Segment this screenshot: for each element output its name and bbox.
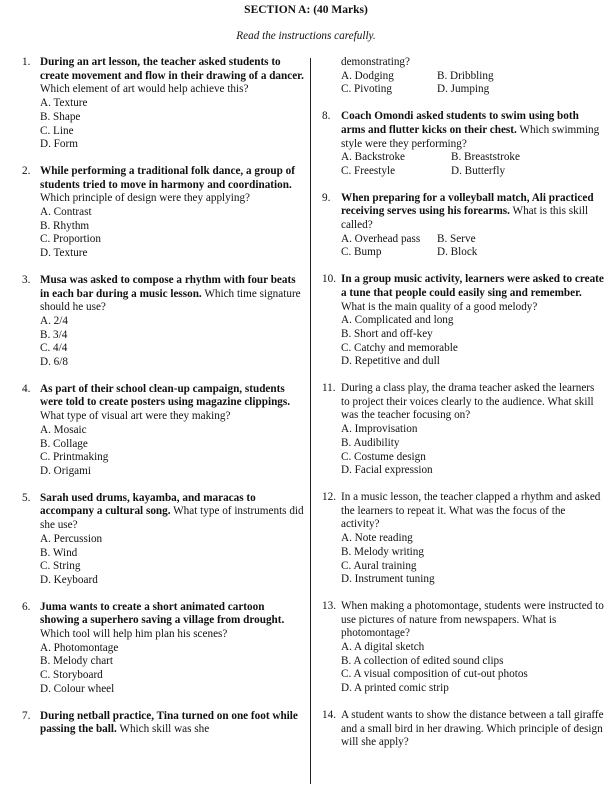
question-13 <box>322 600 606 696</box>
question-text: A student wants to show the distance between a tall giraffe and a small bird in her drawing. Which principle of design will she apply? <box>341 708 604 749</box>
question-14 <box>322 709 606 750</box>
question-body <box>40 492 304 588</box>
question-number: 10. <box>322 273 336 286</box>
question-number: 14. <box>322 708 336 721</box>
question-9 <box>322 192 606 261</box>
question-text: demonstrating? <box>341 56 410 68</box>
question-text: Which element of art would help achieve this? <box>40 83 249 96</box>
answer-options <box>341 532 605 587</box>
answer-options <box>40 533 304 588</box>
option-c: C. Line <box>40 124 74 137</box>
answer-options <box>341 70 605 97</box>
option-d: D. Block <box>437 246 478 259</box>
question-body <box>40 710 304 737</box>
question-6 <box>22 601 304 697</box>
question-key-text: Juma wants to create a short animated cartoon showing a superhero saving a village from drought. <box>40 600 285 627</box>
option-d: D. Butterfly <box>451 164 506 177</box>
right-column <box>322 56 606 763</box>
question-number: 3. <box>22 273 31 286</box>
question-stem <box>341 56 605 70</box>
question-body <box>341 382 605 478</box>
option-a: A. Mosaic <box>40 423 87 436</box>
question-stem <box>40 601 304 642</box>
option-d: D. 6/8 <box>40 356 68 369</box>
question-text: Which tool will help him plan his scenes? <box>40 628 228 641</box>
question-stem <box>341 192 605 233</box>
option-d: D. Origami <box>40 464 91 477</box>
option-a: A. Overhead pass <box>341 232 421 245</box>
question-key-text: During an art lesson, the teacher asked students to create movement and flow in their drawing of a dancer. <box>40 56 304 82</box>
option-d: D. Facial expression <box>341 464 433 477</box>
question-stem <box>341 600 605 641</box>
option-c: C. Storyboard <box>40 669 103 682</box>
question-body <box>341 110 605 179</box>
question-stem <box>341 110 605 151</box>
question-stem <box>341 491 605 532</box>
question-key-text: Coach Omondi asked students to swim using both arms and flutter kicks on their chest. <box>341 110 579 136</box>
option-a: A. Photomontage <box>40 641 119 654</box>
option-d: D. Colour wheel <box>40 682 115 695</box>
answer-options <box>341 641 605 696</box>
option-a: A. Complicated and long <box>341 314 454 327</box>
question-text: During a class play, the drama teacher asked the learners to project their voices clearly to the audience. What skill was the teacher focusing on? <box>341 382 595 422</box>
question-text: Which time signature should he use? <box>40 287 301 314</box>
option-c: C. Aural training <box>341 559 417 572</box>
question-body <box>341 273 605 369</box>
answer-options <box>341 314 605 369</box>
question-7-continued <box>322 56 606 97</box>
option-b: B. Melody writing <box>341 545 424 558</box>
option-c: C. Pivoting <box>341 83 392 96</box>
question-stem <box>40 274 304 315</box>
option-d: D. Form <box>40 138 78 151</box>
option-a: A. Note reading <box>341 532 413 545</box>
option-b: B. Collage <box>40 437 88 450</box>
column-divider <box>310 58 311 784</box>
option-a: A. Dodging <box>341 69 394 82</box>
option-b: B. Short and off-key <box>341 327 433 340</box>
option-c: C. Costume design <box>341 450 426 463</box>
question-number: 8. <box>322 110 331 123</box>
question-body <box>40 56 304 152</box>
answer-options <box>40 315 304 370</box>
option-b: B. Wind <box>40 546 78 559</box>
answer-options <box>40 206 304 261</box>
option-b: B. A collection of edited sound clips <box>341 654 504 667</box>
question-key-text: When preparing for a volleyball match, Ali practiced receiving serves using his forearms. <box>341 191 594 218</box>
option-d: D. Jumping <box>437 83 490 96</box>
question-body <box>40 383 304 479</box>
question-5 <box>22 492 304 588</box>
option-a: A. Percussion <box>40 532 103 545</box>
question-body <box>40 601 304 697</box>
option-d: D. Keyboard <box>40 573 98 586</box>
question-1 <box>22 56 304 152</box>
question-number: 9. <box>322 191 331 204</box>
question-key-text: Sarah used drums, kayamba, and maracas to accompany a cultural song. <box>40 491 256 518</box>
option-b: B. Rhythm <box>40 219 90 232</box>
question-text: Which skill was she <box>116 723 210 736</box>
option-c: C. A visual composition of cut-out photos <box>341 668 528 681</box>
option-a: A. Texture <box>40 97 88 110</box>
option-d: D. Instrument tuning <box>341 573 435 586</box>
question-stem <box>40 492 304 533</box>
question-number: 2. <box>22 164 31 177</box>
question-number: 12. <box>322 490 336 503</box>
option-c: C. Freestyle <box>341 164 396 177</box>
question-text: In a music lesson, the teacher clapped a rhythm and asked the learners to repeat it. What was the focus of the activity? <box>341 490 601 531</box>
question-stem <box>341 273 605 314</box>
question-number: 6. <box>22 600 31 613</box>
option-d: D. Repetitive and dull <box>341 355 440 368</box>
question-text: Which swimming style were they performing? <box>341 123 600 150</box>
question-text: Which principle of design were they applying? <box>40 192 251 205</box>
question-stem <box>40 710 304 737</box>
question-12 <box>322 491 606 587</box>
question-stem <box>40 56 304 97</box>
question-number: 11. <box>322 382 336 395</box>
option-c: C. Catchy and memorable <box>341 341 458 354</box>
option-b: B. Serve <box>437 232 476 245</box>
question-3 <box>22 274 304 370</box>
question-text: When making a photomontage, students were instructed to use pictures of nature from newspapers. What is photomontage? <box>341 599 604 640</box>
instructions: Read the instructions carefully. <box>236 30 376 42</box>
option-a: A. Improvisation <box>341 423 418 436</box>
question-text: What is the main quality of a good melody? <box>341 300 538 313</box>
option-c: C. 4/4 <box>40 342 68 355</box>
option-a: A. Contrast <box>40 206 92 219</box>
left-column <box>22 56 304 750</box>
question-number: 5. <box>22 491 31 504</box>
option-d: D. A printed comic strip <box>341 682 449 695</box>
option-c: C. String <box>40 560 81 573</box>
question-stem <box>40 165 304 206</box>
section-title: SECTION A: (40 Marks) <box>244 4 368 16</box>
question-number: 7. <box>22 709 31 722</box>
question-key-text: Musa was asked to compose a rhythm with four beats in each bar during a music lesson. <box>40 273 296 300</box>
option-c: C. Bump <box>341 246 382 259</box>
question-stem <box>341 382 605 423</box>
question-2 <box>22 165 304 261</box>
question-body <box>341 192 605 261</box>
option-c: C. Proportion <box>40 233 101 246</box>
option-b: B. Melody chart <box>40 655 114 668</box>
question-8 <box>322 110 606 179</box>
question-7 <box>22 710 304 737</box>
question-11 <box>322 382 606 478</box>
option-a: A. Backstroke <box>341 151 406 164</box>
question-key-text: During netball practice, Tina turned on one foot while passing the ball. <box>40 709 298 736</box>
answer-options <box>40 97 304 152</box>
question-text: What is this skill called? <box>341 205 589 232</box>
question-key-text: As part of their school clean-up campaign, students were told to create posters using magazine clippings. <box>40 382 291 409</box>
question-text: What type of visual art were they making? <box>40 410 231 423</box>
question-number: 4. <box>22 382 31 395</box>
option-b: B. Audibility <box>341 436 400 449</box>
option-b: B. Breaststroke <box>451 151 520 164</box>
answer-options <box>341 233 605 260</box>
question-body <box>341 491 605 587</box>
option-a: A. A digital sketch <box>341 641 425 654</box>
option-b: B. Shape <box>40 110 81 123</box>
question-body <box>341 709 605 750</box>
question-body <box>341 600 605 696</box>
question-body <box>40 165 304 261</box>
question-stem <box>341 709 605 750</box>
question-text: What type of instruments did she use? <box>40 505 304 532</box>
question-stem <box>40 383 304 424</box>
question-key-text: While performing a traditional folk dance, a group of students tried to move in harmony and coordination. <box>40 164 295 191</box>
question-10 <box>322 273 606 369</box>
question-body <box>40 274 304 370</box>
option-c: C. Printmaking <box>40 451 109 464</box>
question-number: 1. <box>22 56 31 68</box>
question-body <box>341 56 605 97</box>
option-d: D. Texture <box>40 247 88 260</box>
option-b: B. 3/4 <box>40 328 68 341</box>
option-a: A. 2/4 <box>40 314 68 327</box>
question-4 <box>22 383 304 479</box>
question-number: 13. <box>322 599 336 612</box>
answer-options <box>40 424 304 479</box>
answer-options <box>40 642 304 697</box>
question-key-text: In a group music activity, learners were asked to create a tune that people could easily sing and remember. <box>341 273 604 299</box>
option-b: B. Dribbling <box>437 69 494 82</box>
answer-options <box>341 423 605 478</box>
answer-options <box>341 151 605 178</box>
